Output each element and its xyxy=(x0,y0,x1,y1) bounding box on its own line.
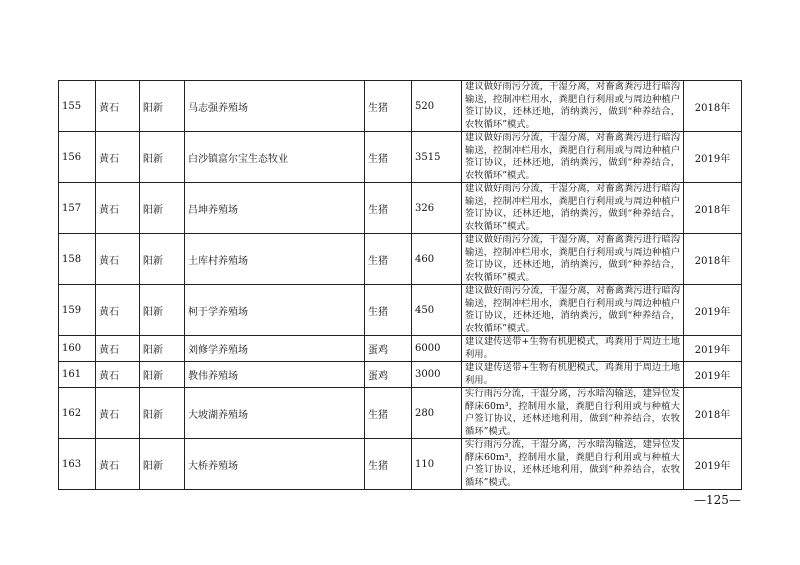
table-body xyxy=(59,81,742,490)
table-row xyxy=(59,336,742,362)
page-number: —125— xyxy=(694,493,741,507)
table-row xyxy=(59,81,742,132)
farm-name-cell: 土库村养殖场 xyxy=(185,234,365,285)
scale-cell: 326 xyxy=(412,183,462,234)
table-row xyxy=(59,234,742,285)
year-cell: 2019年 xyxy=(684,336,742,362)
city-cell: 黄石 xyxy=(96,362,140,388)
scale-cell: 3515 xyxy=(412,132,462,183)
table-row xyxy=(59,183,742,234)
treatment-mode-cell: 建议做好雨污分流，干湿分离，对畜禽粪污进行暗沟输送，控制冲栏用水，粪肥自行利用或与周边种植户签订协议，还林还地，消纳粪污，做到“种养结合，农牧循环”模式。 xyxy=(462,183,684,234)
treatment-mode-cell: 建议建传送带+生物有机肥模式，鸡粪用于周边土地利用。 xyxy=(462,336,684,362)
county-cell: 阳新 xyxy=(140,234,185,285)
table-row xyxy=(59,439,742,490)
city-cell: 黄石 xyxy=(96,81,140,132)
scale-cell: 3000 xyxy=(412,362,462,388)
scale-cell: 460 xyxy=(412,234,462,285)
scale-cell: 280 xyxy=(412,388,462,439)
row-number: 155 xyxy=(59,81,96,132)
livestock-type-cell: 蛋鸡 xyxy=(365,336,412,362)
livestock-type-cell: 生猪 xyxy=(365,183,412,234)
county-cell: 阳新 xyxy=(140,362,185,388)
city-cell: 黄石 xyxy=(96,336,140,362)
livestock-type-cell: 生猪 xyxy=(365,132,412,183)
row-number: 156 xyxy=(59,132,96,183)
livestock-type-cell: 蛋鸡 xyxy=(365,362,412,388)
farm-name-cell: 大桥养殖场 xyxy=(185,439,365,490)
county-cell: 阳新 xyxy=(140,388,185,439)
city-cell: 黄石 xyxy=(96,439,140,490)
city-cell: 黄石 xyxy=(96,183,140,234)
county-cell: 阳新 xyxy=(140,336,185,362)
city-cell: 黄石 xyxy=(96,285,140,336)
row-number: 162 xyxy=(59,388,96,439)
livestock-type-cell: 生猪 xyxy=(365,388,412,439)
table-row xyxy=(59,285,742,336)
farm-name-cell: 柯于学养殖场 xyxy=(185,285,365,336)
livestock-type-cell: 生猪 xyxy=(365,439,412,490)
row-number: 159 xyxy=(59,285,96,336)
farm-name-cell: 大坡湖养殖场 xyxy=(185,388,365,439)
table-row xyxy=(59,132,742,183)
livestock-type-cell: 生猪 xyxy=(365,285,412,336)
year-cell: 2018年 xyxy=(684,234,742,285)
year-cell: 2019年 xyxy=(684,132,742,183)
year-cell: 2018年 xyxy=(684,183,742,234)
row-number: 161 xyxy=(59,362,96,388)
farm-name-cell: 刘修学养殖场 xyxy=(185,336,365,362)
city-cell: 黄石 xyxy=(96,234,140,285)
county-cell: 阳新 xyxy=(140,81,185,132)
county-cell: 阳新 xyxy=(140,183,185,234)
treatment-mode-cell: 建议做好雨污分流，干湿分离，对畜禽粪污进行暗沟输送，控制冲栏用水，粪肥自行利用或与周边种植户签订协议，还林还地，消纳粪污，做到“种养结合，农牧循环”模式。 xyxy=(462,234,684,285)
county-cell: 阳新 xyxy=(140,132,185,183)
treatment-mode-cell: 建议做好雨污分流，干湿分离，对畜禽粪污进行暗沟输送，控制冲栏用水，粪肥自行利用或与周边种植户签订协议，还林还地，消纳粪污，做到“种养结合，农牧循环”模式。 xyxy=(462,132,684,183)
treatment-mode-cell: 建议做好雨污分流，干湿分离，对畜禽粪污进行暗沟输送，控制冲栏用水，粪肥自行利用或与周边种植户签订协议，还林还地，消纳粪污，做到“种养结合，农牧循环”模式。 xyxy=(462,81,684,132)
farm-name-cell: 白沙镇富尔宝生态牧业 xyxy=(185,132,365,183)
city-cell: 黄石 xyxy=(96,388,140,439)
table-row xyxy=(59,388,742,439)
county-cell: 阳新 xyxy=(140,439,185,490)
year-cell: 2018年 xyxy=(684,81,742,132)
row-number: 157 xyxy=(59,183,96,234)
row-number: 163 xyxy=(59,439,96,490)
treatment-mode-cell: 建议做好雨污分流，干湿分离，对畜禽粪污进行暗沟输送，控制冲栏用水，粪肥自行利用或与周边种植户签订协议，还林还地，消纳粪污，做到“种养结合，农牧循环”模式。 xyxy=(462,285,684,336)
livestock-type-cell: 生猪 xyxy=(365,234,412,285)
scale-cell: 520 xyxy=(412,81,462,132)
treatment-mode-cell: 建议建传送带+生物有机肥模式，鸡粪用于周边土地利用。 xyxy=(462,362,684,388)
farm-name-cell: 教伟养殖场 xyxy=(185,362,365,388)
farm-name-cell: 马志强养殖场 xyxy=(185,81,365,132)
scale-cell: 6000 xyxy=(412,336,462,362)
farm-name-cell: 吕坤养殖场 xyxy=(185,183,365,234)
table-row xyxy=(59,362,742,388)
year-cell: 2019年 xyxy=(684,362,742,388)
scale-cell: 110 xyxy=(412,439,462,490)
year-cell: 2018年 xyxy=(684,388,742,439)
city-cell: 黄石 xyxy=(96,132,140,183)
row-number: 160 xyxy=(59,336,96,362)
year-cell: 2019年 xyxy=(684,285,742,336)
year-cell: 2019年 xyxy=(684,439,742,490)
farm-table xyxy=(58,80,742,490)
scale-cell: 450 xyxy=(412,285,462,336)
county-cell: 阳新 xyxy=(140,285,185,336)
treatment-mode-cell: 实行雨污分流，干湿分离，污水暗沟输送，建异位发酵床60m³，控制用水量，粪肥自行利用或与种植大户签订协议，还林还地利用，做到“种养结合，农牧循环”模式。 xyxy=(462,388,684,439)
livestock-type-cell: 生猪 xyxy=(365,81,412,132)
treatment-mode-cell: 实行雨污分流，干湿分离，污水暗沟输送，建异位发酵床60m³，控制用水量，粪肥自行利用或与种植大户签订协议，还林还地利用，做到“种养结合，农牧循环”模式。 xyxy=(462,439,684,490)
row-number: 158 xyxy=(59,234,96,285)
